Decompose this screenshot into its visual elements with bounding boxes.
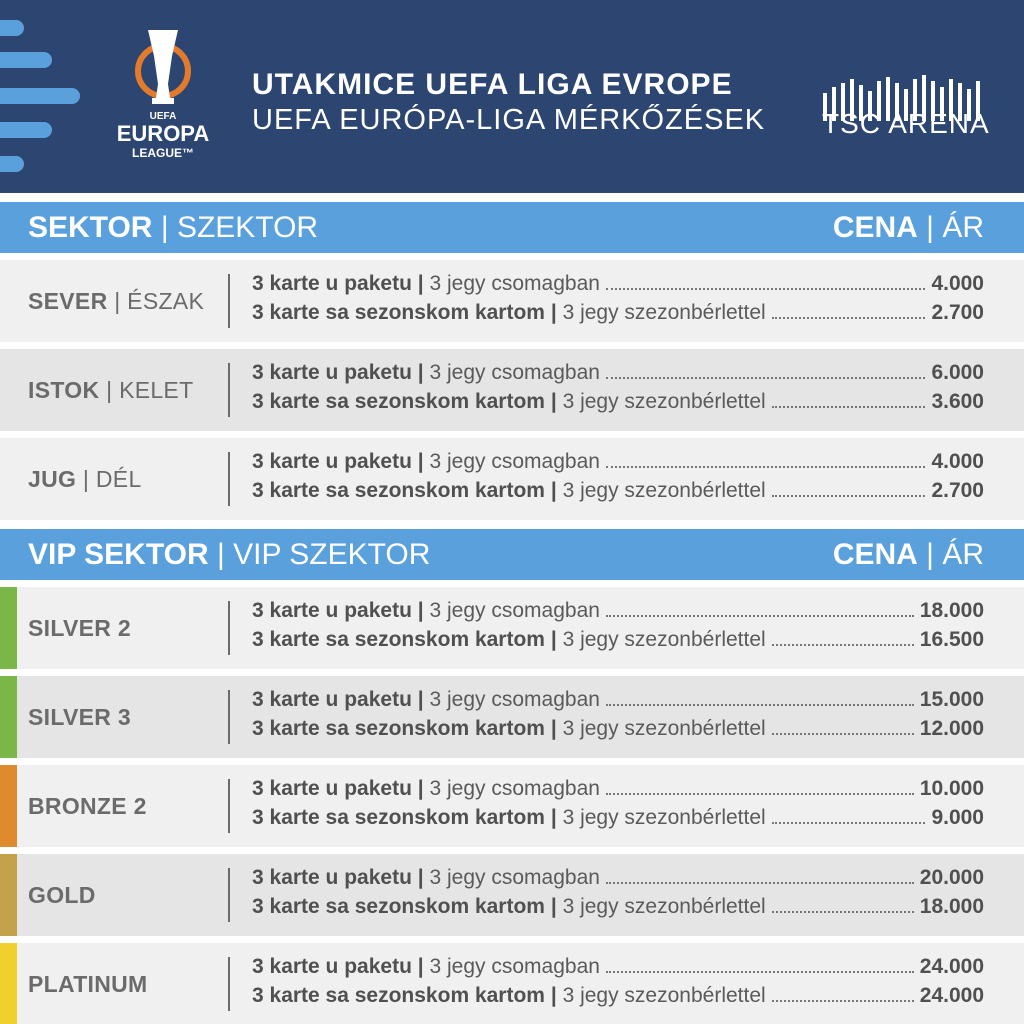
package-price-line bbox=[252, 688, 984, 716]
dot-leader bbox=[606, 288, 926, 290]
season-price-line bbox=[252, 895, 984, 923]
vip-sector-heading bbox=[28, 538, 430, 572]
label-separator: | bbox=[550, 717, 557, 740]
package-price-line bbox=[252, 777, 984, 805]
season-price: 24.000 bbox=[919, 984, 984, 1007]
price-heading bbox=[833, 211, 984, 245]
dot-leader bbox=[772, 733, 914, 735]
logo-league-text: LEAGUE™ bbox=[131, 146, 195, 160]
package-price: 10.000 bbox=[919, 777, 984, 800]
vip-section-header bbox=[0, 529, 1024, 580]
package-label-hungarian: 3 jegy csomagban bbox=[429, 450, 600, 473]
package-price: 4.000 bbox=[931, 450, 984, 473]
dot-leader bbox=[772, 1000, 914, 1002]
label-separator: | bbox=[417, 777, 424, 800]
label-separator: | bbox=[550, 984, 557, 1007]
speed-line bbox=[0, 52, 52, 68]
label-separator: | bbox=[417, 361, 424, 384]
package-price-line bbox=[252, 866, 984, 894]
heading-separator: | bbox=[926, 538, 934, 571]
sector-name-hungarian: DÉL bbox=[95, 465, 142, 492]
vip-sector-name: SILVER 3 bbox=[28, 703, 131, 730]
speed-line bbox=[0, 122, 52, 138]
package-label-serbian: 3 karte u paketu bbox=[252, 599, 412, 622]
vip-sector-name: SILVER 2 bbox=[28, 614, 131, 641]
season-price: 3.600 bbox=[931, 390, 984, 413]
package-label-hungarian: 3 jegy csomagban bbox=[429, 955, 600, 978]
season-label-hungarian: 3 jegy szezonbérlettel bbox=[562, 301, 766, 324]
package-label-hungarian: 3 jegy csomagban bbox=[429, 361, 600, 384]
name-separator: | bbox=[82, 465, 90, 492]
package-label-hungarian: 3 jegy csomagban bbox=[429, 777, 600, 800]
row-divider bbox=[228, 452, 230, 506]
tier-color-stripe bbox=[0, 587, 17, 669]
label-separator: | bbox=[417, 955, 424, 978]
vip-heading-hungarian: VIP SZEKTOR bbox=[233, 538, 431, 571]
sector-row-east bbox=[0, 349, 1024, 431]
package-price: 6.000 bbox=[931, 361, 984, 384]
name-separator: | bbox=[114, 287, 121, 314]
vip-row-bronze-2 bbox=[0, 765, 1024, 847]
package-label-hungarian: 3 jegy csomagban bbox=[429, 866, 600, 889]
season-price-line bbox=[252, 717, 984, 745]
season-label-serbian: 3 karte sa sezonskom kartom bbox=[252, 806, 545, 829]
season-label-serbian: 3 karte sa sezonskom kartom bbox=[252, 895, 545, 918]
venue-name: TSC ARENA bbox=[822, 108, 990, 139]
price-heading-hungarian: ÁR bbox=[942, 538, 984, 571]
dot-leader bbox=[606, 466, 926, 468]
price-heading-serbian: CENA bbox=[832, 538, 918, 571]
tier-color-stripe bbox=[0, 854, 17, 936]
package-price: 4.000 bbox=[931, 272, 984, 295]
vip-heading-serbian: VIP SEKTOR bbox=[28, 538, 209, 571]
season-price-line bbox=[252, 984, 984, 1012]
vip-row-silver-2 bbox=[0, 587, 1024, 669]
season-price: 12.000 bbox=[919, 717, 984, 740]
package-price-line bbox=[252, 272, 984, 300]
dot-leader bbox=[772, 911, 914, 913]
sector-heading-serbian: SEKTOR bbox=[28, 211, 153, 244]
sector-name-serbian: ISTOK bbox=[28, 376, 100, 403]
dot-leader bbox=[606, 615, 914, 617]
row-divider bbox=[228, 363, 230, 417]
vip-sector-name: PLATINUM bbox=[28, 970, 148, 997]
label-separator: | bbox=[417, 272, 424, 295]
header-title-block bbox=[252, 68, 765, 138]
dot-leader bbox=[772, 406, 926, 408]
trophy-base bbox=[152, 98, 174, 104]
label-separator: | bbox=[550, 895, 557, 918]
season-label-hungarian: 3 jegy szezonbérlettel bbox=[562, 717, 766, 740]
season-price: 16.500 bbox=[919, 628, 984, 651]
heading-separator: | bbox=[160, 211, 169, 244]
price-heading bbox=[833, 538, 984, 572]
season-price-line bbox=[252, 390, 984, 418]
season-price: 2.700 bbox=[931, 479, 984, 502]
heading-separator: | bbox=[926, 211, 934, 244]
package-price: 15.000 bbox=[919, 688, 984, 711]
season-price: 18.000 bbox=[919, 895, 984, 918]
tier-color-stripe bbox=[0, 676, 17, 758]
vip-row-platinum bbox=[0, 943, 1024, 1024]
row-divider bbox=[228, 779, 230, 833]
season-label-serbian: 3 karte sa sezonskom kartom bbox=[252, 628, 545, 651]
dot-leader bbox=[606, 882, 914, 884]
package-price-line bbox=[252, 450, 984, 478]
package-price: 24.000 bbox=[919, 955, 984, 978]
sector-heading-hungarian: SZEKTOR bbox=[176, 211, 319, 244]
label-separator: | bbox=[417, 866, 424, 889]
sector-section-header bbox=[0, 202, 1024, 253]
header-title-hungarian: UEFA EURÓPA-LIGA MÉRKŐZÉSEK bbox=[252, 104, 766, 136]
vip-row-gold bbox=[0, 854, 1024, 936]
season-label-serbian: 3 karte sa sezonskom kartom bbox=[252, 301, 545, 324]
season-price-line bbox=[252, 479, 984, 507]
package-price: 20.000 bbox=[919, 866, 984, 889]
price-heading-hungarian: ÁR bbox=[942, 211, 984, 244]
speed-line bbox=[0, 88, 80, 104]
sector-name-hungarian: ÉSZAK bbox=[127, 287, 205, 314]
row-divider bbox=[228, 957, 230, 1011]
package-price: 18.000 bbox=[919, 599, 984, 622]
package-label-serbian: 3 karte u paketu bbox=[252, 866, 412, 889]
header-title-serbian: UTAKMICE UEFA LIGA EVROPE bbox=[252, 68, 733, 101]
season-label-hungarian: 3 jegy szezonbérlettel bbox=[562, 390, 766, 413]
package-price-line bbox=[252, 599, 984, 627]
season-label-hungarian: 3 jegy szezonbérlettel bbox=[562, 806, 766, 829]
package-label-hungarian: 3 jegy csomagban bbox=[429, 688, 600, 711]
season-label-hungarian: 3 jegy szezonbérlettel bbox=[562, 984, 766, 1007]
dot-leader bbox=[772, 822, 926, 824]
season-price-line bbox=[252, 628, 984, 656]
speed-line bbox=[0, 156, 24, 172]
package-price-line bbox=[252, 955, 984, 983]
sector-name bbox=[28, 260, 204, 342]
dot-leader bbox=[606, 377, 926, 379]
sector-name bbox=[28, 349, 193, 431]
dot-leader bbox=[772, 495, 926, 497]
season-price: 9.000 bbox=[931, 806, 984, 829]
label-separator: | bbox=[417, 688, 424, 711]
row-divider bbox=[228, 601, 230, 655]
season-price: 2.700 bbox=[931, 301, 984, 324]
vip-sector-name: BRONZE 2 bbox=[28, 792, 147, 819]
sector-name-hungarian: KELET bbox=[119, 376, 194, 403]
header-banner bbox=[0, 0, 1024, 193]
season-price-line bbox=[252, 806, 984, 834]
season-label-serbian: 3 karte sa sezonskom kartom bbox=[252, 390, 545, 413]
row-divider bbox=[228, 690, 230, 744]
logo-uefa-text: UEFA bbox=[149, 111, 177, 122]
dot-leader bbox=[772, 644, 914, 646]
label-separator: | bbox=[417, 599, 424, 622]
package-price-line bbox=[252, 361, 984, 389]
label-separator: | bbox=[550, 628, 557, 651]
tier-color-stripe bbox=[0, 943, 17, 1024]
package-label-serbian: 3 karte u paketu bbox=[252, 688, 412, 711]
package-label-serbian: 3 karte u paketu bbox=[252, 777, 412, 800]
heading-separator: | bbox=[216, 538, 225, 571]
package-label-hungarian: 3 jegy csomagban bbox=[429, 272, 600, 295]
europa-league-trophy-icon bbox=[108, 26, 218, 171]
package-label-serbian: 3 karte u paketu bbox=[252, 450, 412, 473]
logo-europa-text: EUROPA bbox=[116, 121, 210, 146]
trophy-cup bbox=[148, 30, 178, 98]
row-divider bbox=[228, 274, 230, 328]
dot-leader bbox=[606, 971, 914, 973]
season-label-serbian: 3 karte sa sezonskom kartom bbox=[252, 717, 545, 740]
label-separator: | bbox=[417, 450, 424, 473]
dot-leader bbox=[772, 317, 926, 319]
label-separator: | bbox=[550, 390, 557, 413]
season-label-hungarian: 3 jegy szezonbérlettel bbox=[562, 628, 766, 651]
season-label-hungarian: 3 jegy szezonbérlettel bbox=[562, 895, 766, 918]
sector-row-south bbox=[0, 438, 1024, 520]
season-price-line bbox=[252, 301, 984, 329]
sector-name-serbian: JUG bbox=[28, 465, 77, 492]
sector-name bbox=[28, 438, 142, 520]
label-separator: | bbox=[550, 301, 557, 324]
vip-row-silver-3 bbox=[0, 676, 1024, 758]
dot-leader bbox=[606, 793, 914, 795]
season-label-hungarian: 3 jegy szezonbérlettel bbox=[562, 479, 766, 502]
package-label-hungarian: 3 jegy csomagban bbox=[429, 599, 600, 622]
price-heading-serbian: CENA bbox=[832, 211, 918, 244]
sector-row-north bbox=[0, 260, 1024, 342]
package-label-serbian: 3 karte u paketu bbox=[252, 361, 412, 384]
package-label-serbian: 3 karte u paketu bbox=[252, 272, 412, 295]
vip-sector-name: GOLD bbox=[28, 881, 96, 908]
package-label-serbian: 3 karte u paketu bbox=[252, 955, 412, 978]
sector-name-serbian: SEVER bbox=[28, 287, 108, 314]
speed-line bbox=[0, 20, 24, 36]
season-label-serbian: 3 karte sa sezonskom kartom bbox=[252, 984, 545, 1007]
sector-heading bbox=[28, 211, 318, 245]
tier-color-stripe bbox=[0, 765, 17, 847]
dot-leader bbox=[606, 704, 914, 706]
label-separator: | bbox=[550, 806, 557, 829]
season-label-serbian: 3 karte sa sezonskom kartom bbox=[252, 479, 545, 502]
label-separator: | bbox=[550, 479, 557, 502]
name-separator: | bbox=[106, 376, 113, 403]
row-divider bbox=[228, 868, 230, 922]
